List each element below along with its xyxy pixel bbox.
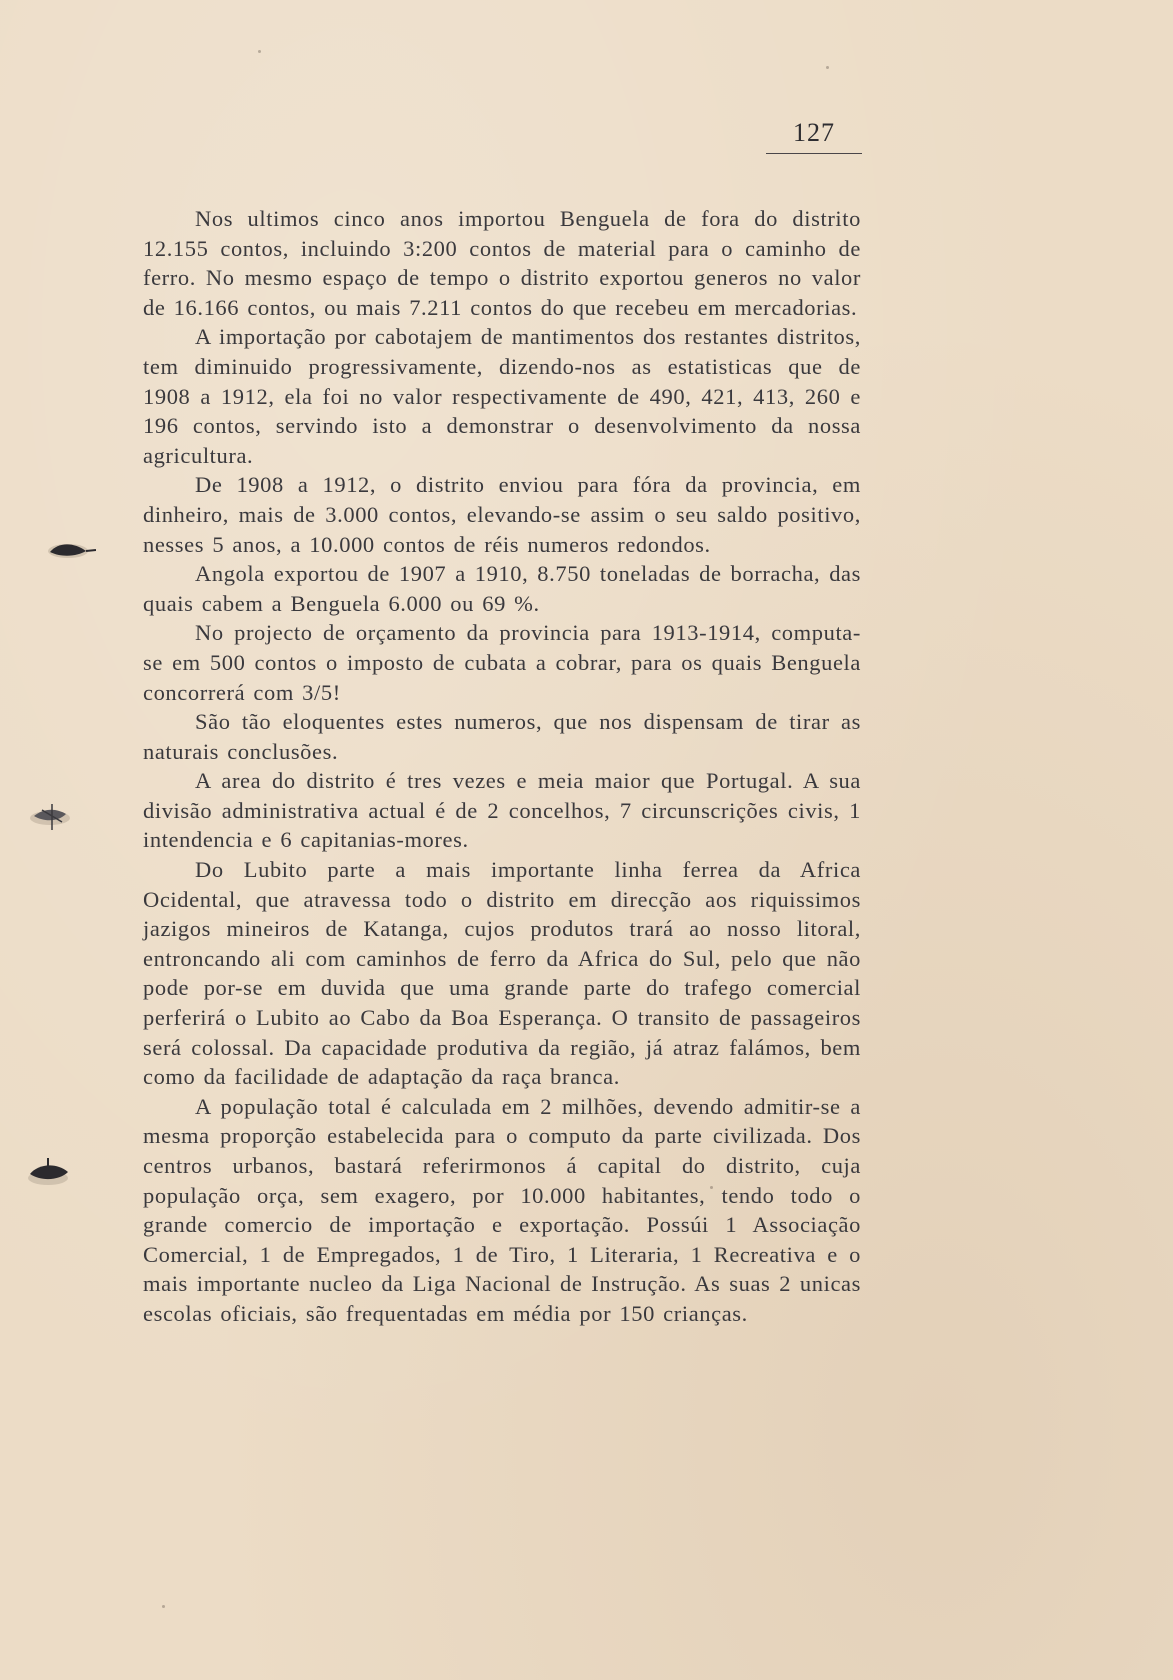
paragraph-rubber: Angola exportou de 1907 a 1910, 8.750 toneladas de borracha, das quais cabem a Benguela 6.000 ou 69 %. xyxy=(143,561,861,616)
paper-speck xyxy=(826,66,829,69)
paragraph-railway: Do Lubito parte a mais importante linha ferrea da Africa Ocidental, que atravessa todo o distrito em direcção aos riquissimos jazigos mineiros de Katanga, cujos produtos trará ao nosso litoral, entroncando ali com caminhos de ferro da Africa do Sul, pelo que não pode por-se em duvida que uma grande parte do trafego comercial perferirá o Lubito ao Cabo da Boa Esperança. O transito de passageiros será colossal. Da capacidade produtiva da região, já atraz falámos, bem como da facilidade de adaptação da raça branca. xyxy=(143,857,861,1090)
page-number: 127 xyxy=(793,118,835,147)
binding-hole-bottom xyxy=(20,1156,66,1184)
binding-hole-top xyxy=(40,536,86,564)
paragraph-area: A area do distrito é tres vezes e meia maior que Portugal. A sua divisão administrativa actual é de 2 concelhos, 7 circunscrições civis, 1 intendencia e 6 capitanias-mores. xyxy=(143,768,861,853)
paragraph-money-sent: De 1908 a 1912, o distrito enviou para fóra da provincia, em dinheiro, mais de 3.000 contos, elevando-se assim o seu saldo positivo, nesses 5 anos, a 10.000 contos de réis numeros redondos. xyxy=(143,472,861,557)
body-text xyxy=(143,204,861,1329)
paper-speck xyxy=(258,50,261,53)
binding-hole-middle xyxy=(22,800,68,828)
paragraph-conclusions: São tão eloquentes estes numeros, que nos dispensam de tirar as naturais conclusões. xyxy=(143,709,861,764)
paragraph-budget: No projecto de orçamento da provincia para 1913-1914, computa-se em 500 contos o imposto de cubata a cobrar, para os quais Benguela concorrerá com 3/5! xyxy=(143,620,861,705)
paper-speck xyxy=(162,1605,165,1608)
paper-speck xyxy=(710,1186,713,1189)
paragraph-imports-exports: Nos ultimos cinco anos importou Benguela de fora do distrito 12.155 contos, incluindo 3:200 contos de material para o caminho de ferro. No mesmo espaço de tempo o distrito exportou generos no valor de 16.166 contos, ou mais 7.211 contos do que recebeu em mercadorias. xyxy=(143,206,861,320)
paragraph-population: A população total é calculada em 2 milhões, devendo admitir-se a mesma proporção estabelecida para o computo da parte civilizada. Dos centros urbanos, bastará referirmonos á capital do distrito, cuja população orça, sem exagero, por 10.000 habitantes, tendo todo o grande comercio de importação e exportação. Possúi 1 Associação Comercial, 1 de Empregados, 1 de Tiro, 1 Literaria, 1 Recreativa e o mais importante nucleo da Liga Nacional de Instrução. As suas 2 unicas escolas oficiais, são frequentadas em média por 150 crianças. xyxy=(143,1093,861,1326)
paragraph-cabotage: A importação por cabotajem de mantimentos dos restantes distritos, tem diminuido progressivamente, dizendo-nos as estatisticas que de 1908 a 1912, ela foi no valor respectivamente de 490, 421, 413, 260 e 196 contos, servindo isto a demonstrar o desenvolvimento da nossa agricultura. xyxy=(143,324,861,468)
header-rule xyxy=(766,153,862,154)
